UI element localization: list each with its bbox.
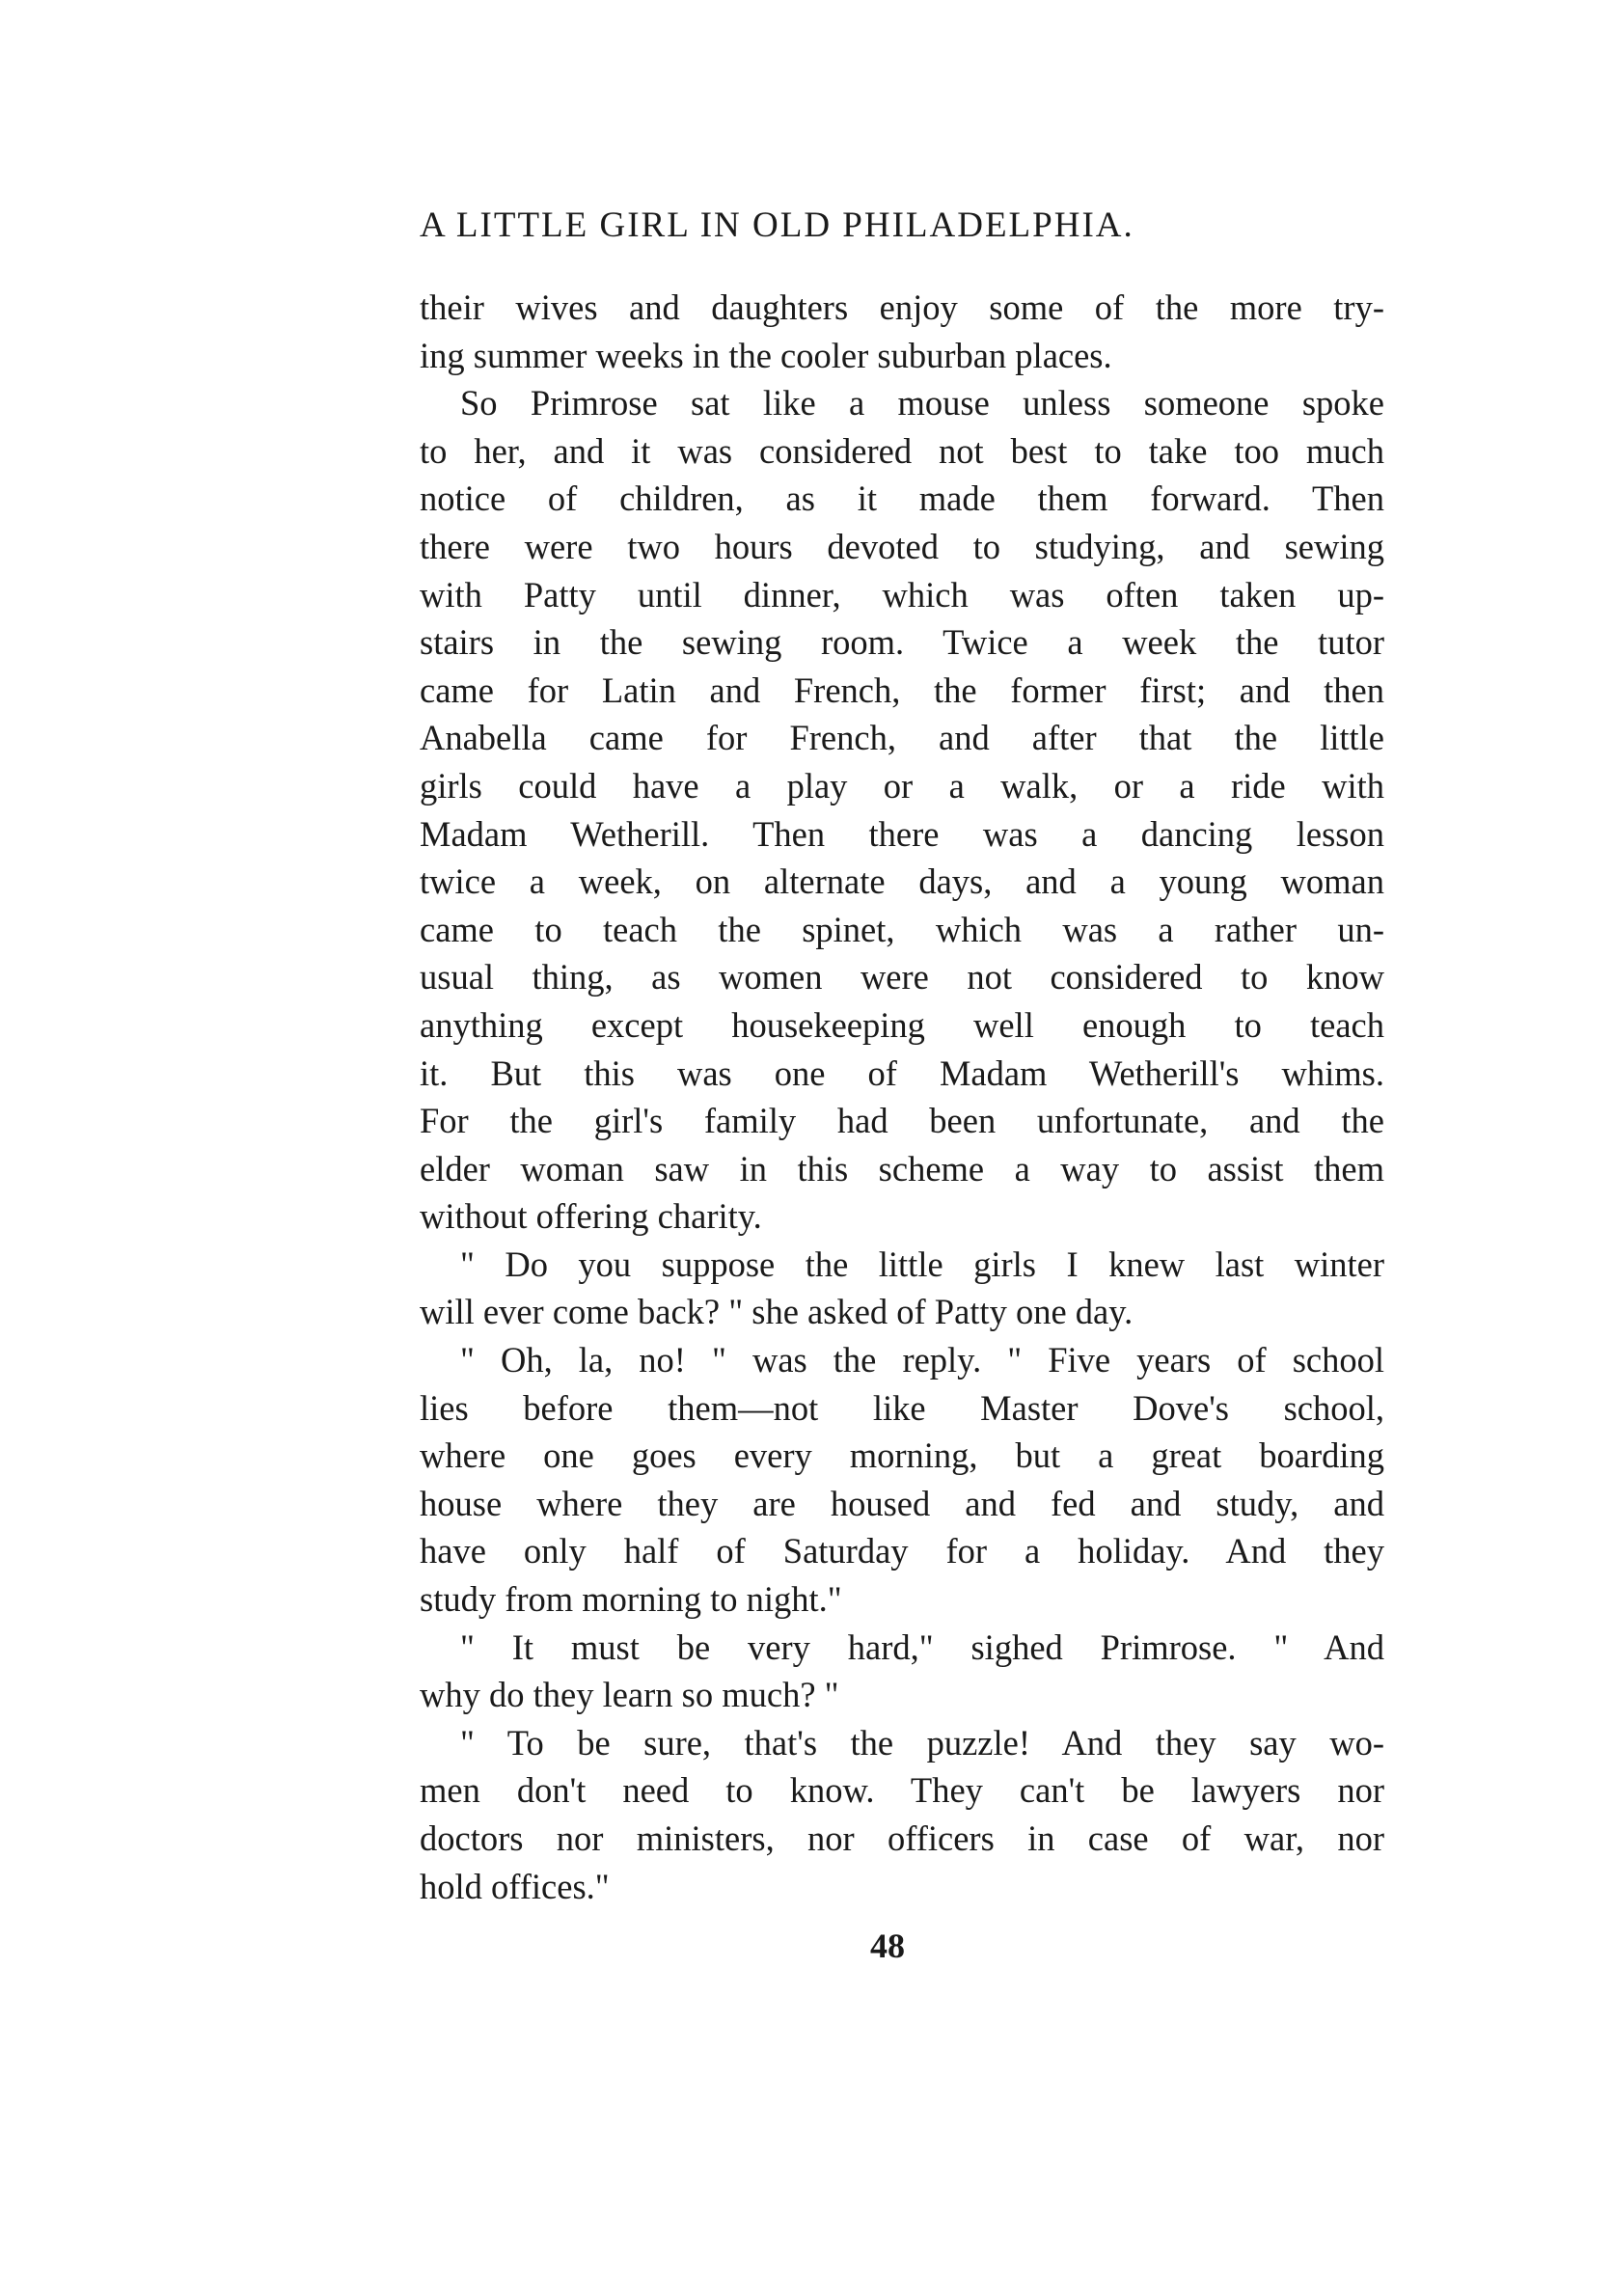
text-line: Madam Wetherill. Then there was a dancing lesson	[420, 813, 1384, 854]
text-line: lies before them—not like Master Dove's school,	[420, 1387, 1384, 1428]
running-head: A LITTLE GIRL IN OLD PHILADELPHIA.	[420, 205, 1134, 245]
text-line: girls could have a play or a walk, or a ride with	[420, 765, 1384, 806]
text-line: " To be sure, that's the puzzle! And they say wo-	[460, 1722, 1384, 1763]
text-line: notice of children, as it made them forward. Then	[420, 478, 1384, 519]
text-line: ing summer weeks in the cooler suburban places.	[420, 335, 1112, 375]
text-line: twice a week, on alternate days, and a young woman	[420, 861, 1384, 902]
text-line: hold offices."	[420, 1866, 610, 1906]
text-line: came for Latin and French, the former first; and then	[420, 670, 1384, 710]
text-line: men don't need to know. They can't be lawyers nor	[420, 1770, 1384, 1811]
text-line: " Oh, la, no! " was the reply. " Five years of school	[460, 1340, 1384, 1380]
text-line: it. But this was one of Madam Wetherill's whims.	[420, 1052, 1384, 1093]
text-line: stairs in the sewing room. Twice a week the tutor	[420, 622, 1384, 663]
body-text	[420, 284, 1384, 1910]
text-line: anything except housekeeping well enough to teach	[420, 1004, 1384, 1045]
text-line: where one goes every morning, but a great boarding	[420, 1435, 1384, 1476]
text-line: study from morning to night."	[420, 1579, 842, 1620]
page-number: 48	[870, 1927, 905, 1965]
text-line: doctors nor ministers, nor officers in case of war, nor	[420, 1818, 1384, 1858]
text-line: " It must be very hard," sighed Primrose. " And	[460, 1626, 1384, 1667]
text-line: why do they learn so much? "	[420, 1675, 839, 1715]
text-line: will ever come back? " she asked of Patty one day.	[420, 1292, 1134, 1332]
text-line: house where they are housed and fed and study, and	[420, 1483, 1384, 1523]
text-line: have only half of Saturday for a holiday. And they	[420, 1531, 1384, 1572]
text-line: without offering charity.	[420, 1196, 762, 1237]
text-line: there were two hours devoted to studying, and sewing	[420, 526, 1384, 566]
text-line: to her, and it was considered not best to take too much	[420, 430, 1384, 471]
text-line: with Patty until dinner, which was often taken up-	[420, 574, 1384, 615]
text-line: Anabella came for French, and after that the little	[420, 718, 1384, 758]
text-line: usual thing, as women were not considered to know	[420, 957, 1384, 998]
text-line: elder woman saw in this scheme a way to assist them	[420, 1148, 1384, 1189]
text-line: So Primrose sat like a mouse unless someone spoke	[460, 383, 1384, 424]
text-line: For the girl's family had been unfortunate, and the	[420, 1101, 1384, 1141]
text-line: came to teach the spinet, which was a rather un-	[420, 909, 1384, 949]
text-line: " Do you suppose the little girls I knew last winter	[460, 1244, 1384, 1284]
text-line: their wives and daughters enjoy some of the more try-	[420, 287, 1384, 327]
